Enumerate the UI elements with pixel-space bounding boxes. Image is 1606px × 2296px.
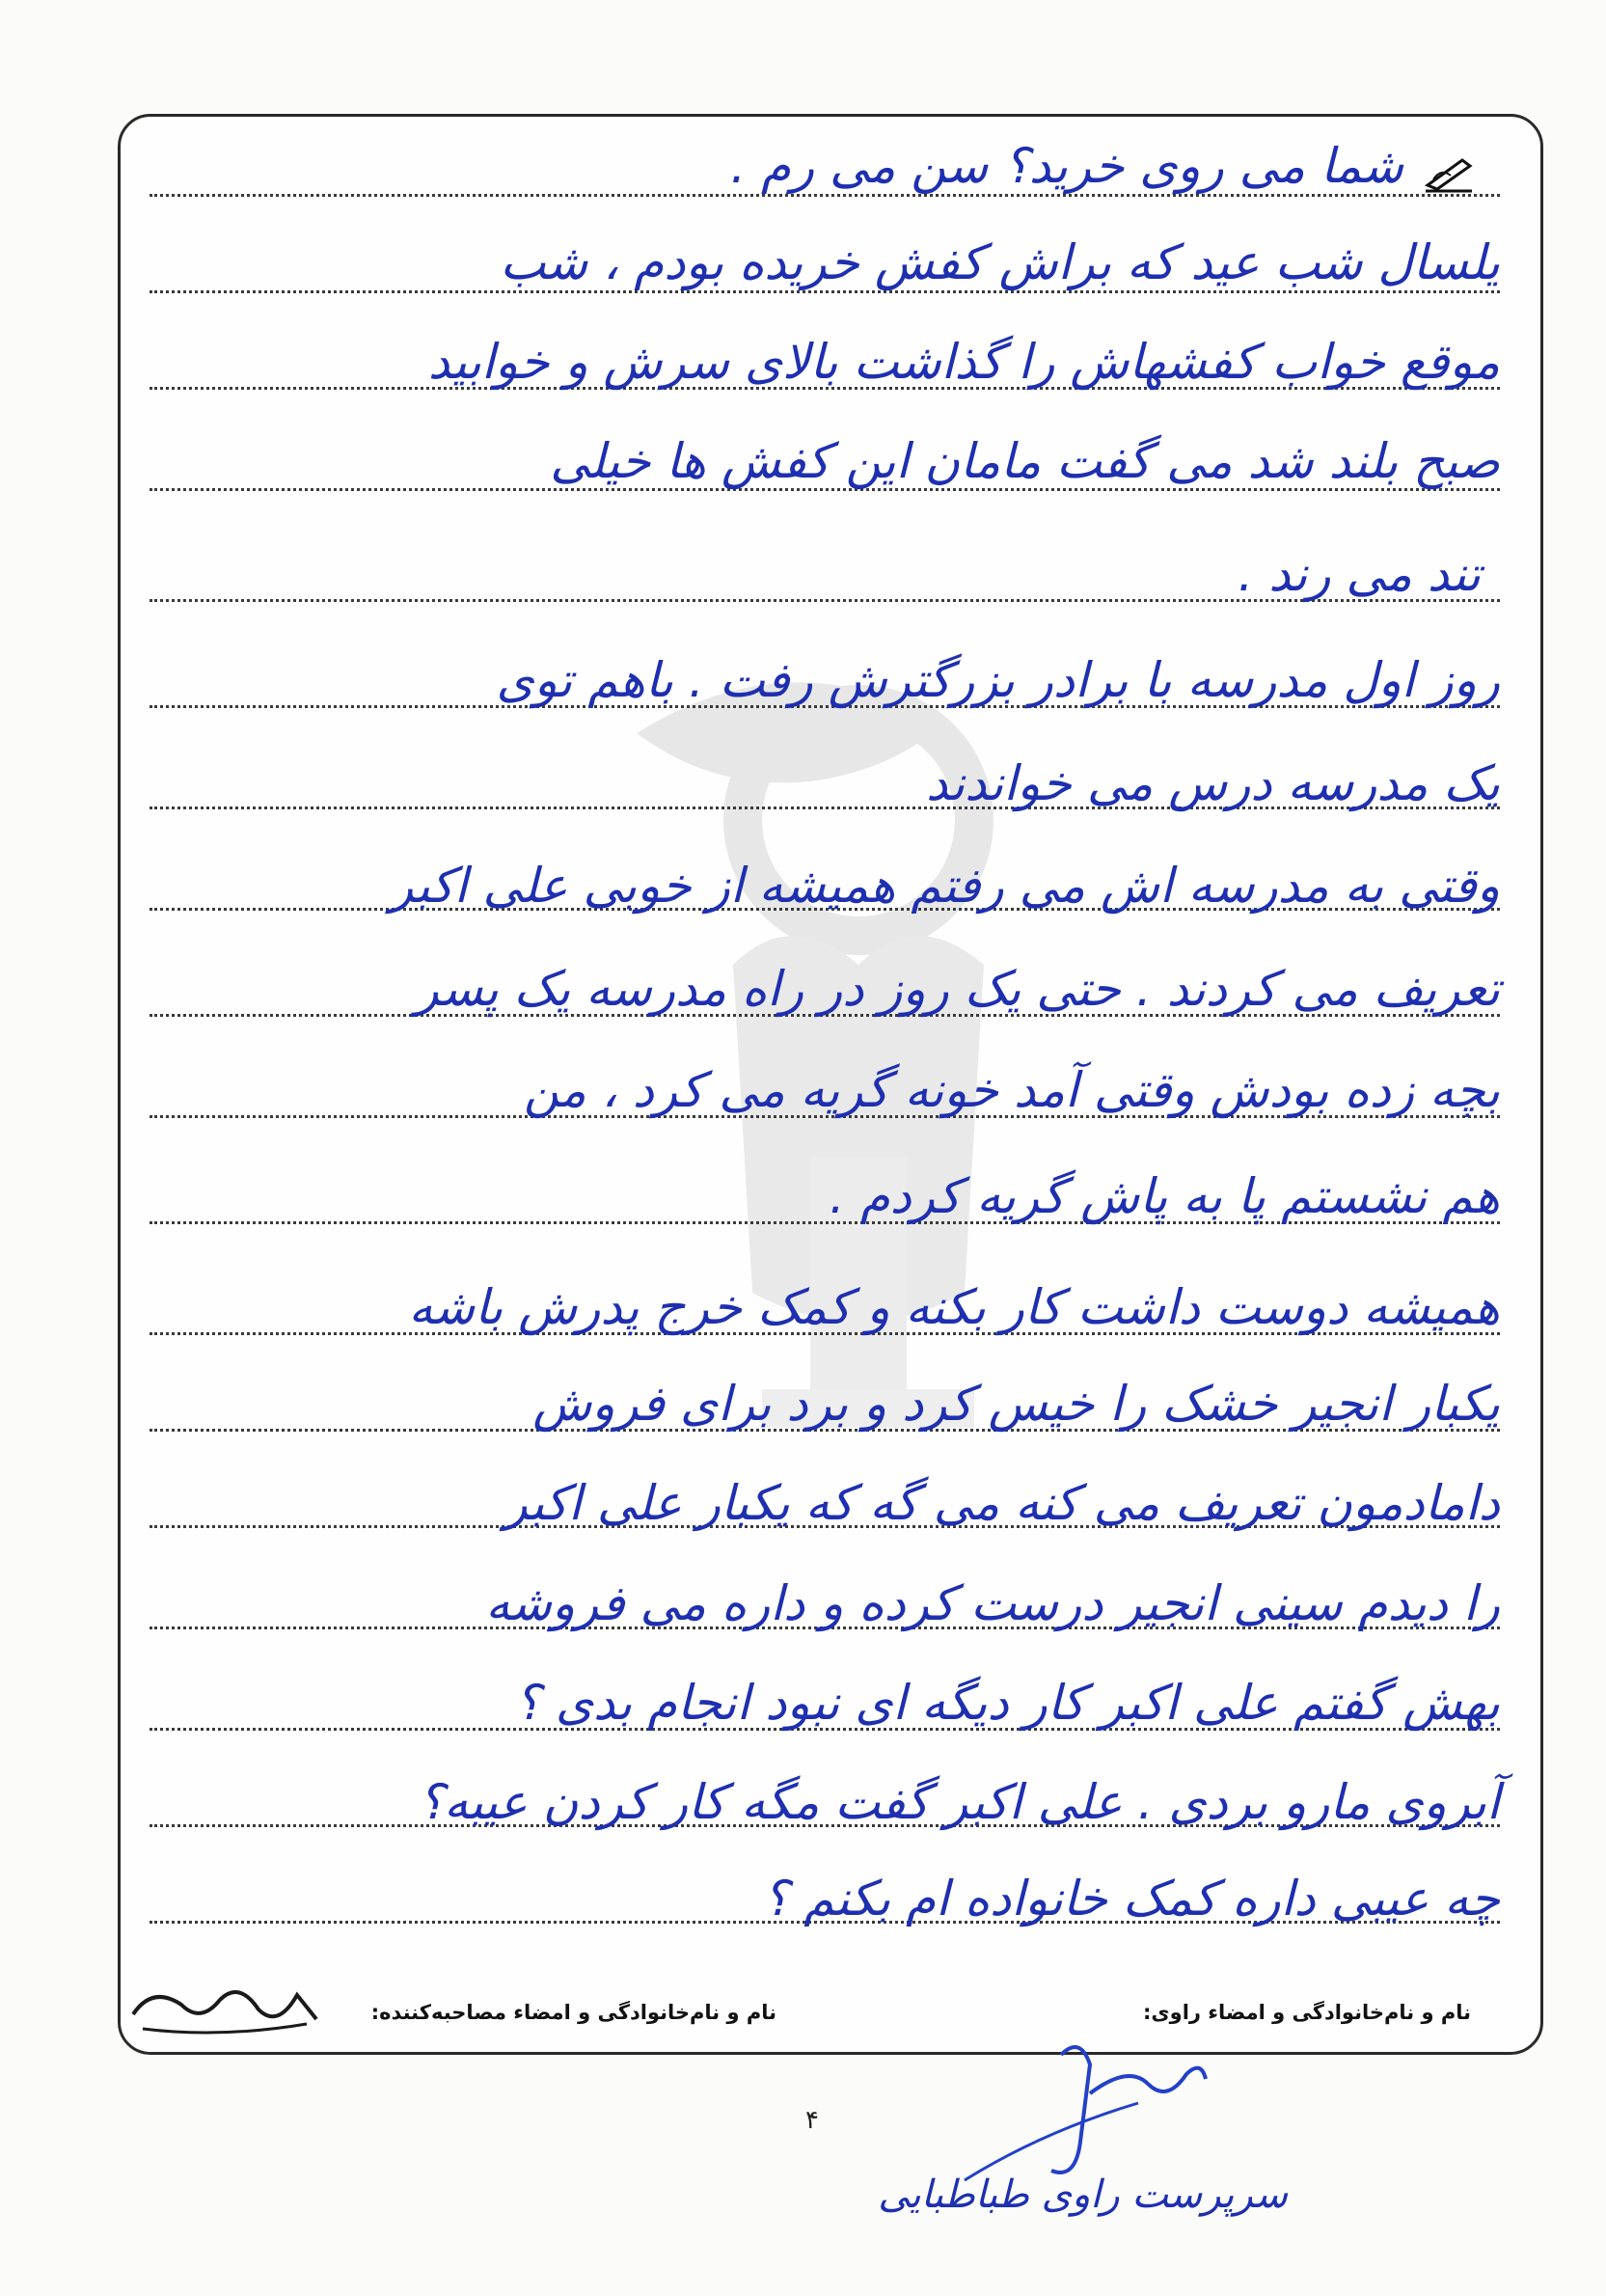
handwritten-line: چه عیبی داره کمک خانواده ام بکنم ؟: [762, 1871, 1500, 1927]
handwritten-line: صبح بلند شد می گفت مامان این کفش ها خیلی: [550, 433, 1500, 489]
handwritten-line: شما می روی خرید؟ سن می رم .: [730, 138, 1403, 194]
handwritten-line: آبروی مارو بردی . علی اکبر گفت مگه کار کردن عیبه؟: [418, 1774, 1500, 1830]
handwritten-line: بچه زده بودش وقتی آمد خونه گریه می کرد ، من: [524, 1062, 1500, 1118]
narrator-label: نام و نام‌خانوادگی و امضاء راوی:: [1143, 2001, 1471, 2024]
handwritten-line: همیشه دوست داشت کار بکنه و کمک خرج پدرش باشه: [408, 1279, 1500, 1335]
handwritten-line: تعریف می کردند . حتی یک روز در راه مدرسه یک پسر: [415, 961, 1500, 1017]
interviewer-label: نام و نام‌خانوادگی و امضاء مصاحبه‌کننده:: [370, 2001, 776, 2024]
emblem-watermark-icon: [598, 617, 1138, 1486]
handwritten-line: یکبار انجیر خشک را خیس کرد و برد برای فروش: [532, 1376, 1500, 1432]
handwritten-line: روز اول مدرسه با برادر بزرگترش رفت . باهم توی: [496, 652, 1500, 708]
handwritten-line: هم نشستم پا به پاش گریه کردم .: [829, 1168, 1500, 1224]
handwritten-line: یلسال شب عید که براش کفش خریده بودم ، شب: [500, 234, 1500, 290]
handwritten-line: را دیدم سینی انجیر درست کرده و داره می فروشه: [485, 1575, 1500, 1631]
handwritten-line: تند می رند .: [1238, 546, 1481, 602]
signature-footer: [145, 1995, 1471, 2034]
pen-writing-icon: [1424, 154, 1476, 193]
handwritten-line: دامادمون تعریف می کنه می گه که یکبار علی اکبر: [504, 1475, 1500, 1531]
narrator-signature: [123, 1976, 336, 2043]
reviewer-note: سرپرست راوی طباطبایی: [878, 2173, 1288, 2217]
handwritten-line: بهش گفتم علی اکبر کار دیگه ای نبود انجام بدی ؟: [514, 1675, 1500, 1731]
handwritten-line: موقع خواب کفشهاش را گذاشت بالای سرش و خوابید: [427, 334, 1500, 390]
page-number: ۴: [805, 2106, 819, 2135]
handwritten-line: وقتی به مدرسه اش می رفتم همیشه از خوبی علی اکبر: [390, 858, 1500, 914]
handwritten-line: یک مدرسه درس می خواندند: [926, 755, 1500, 811]
